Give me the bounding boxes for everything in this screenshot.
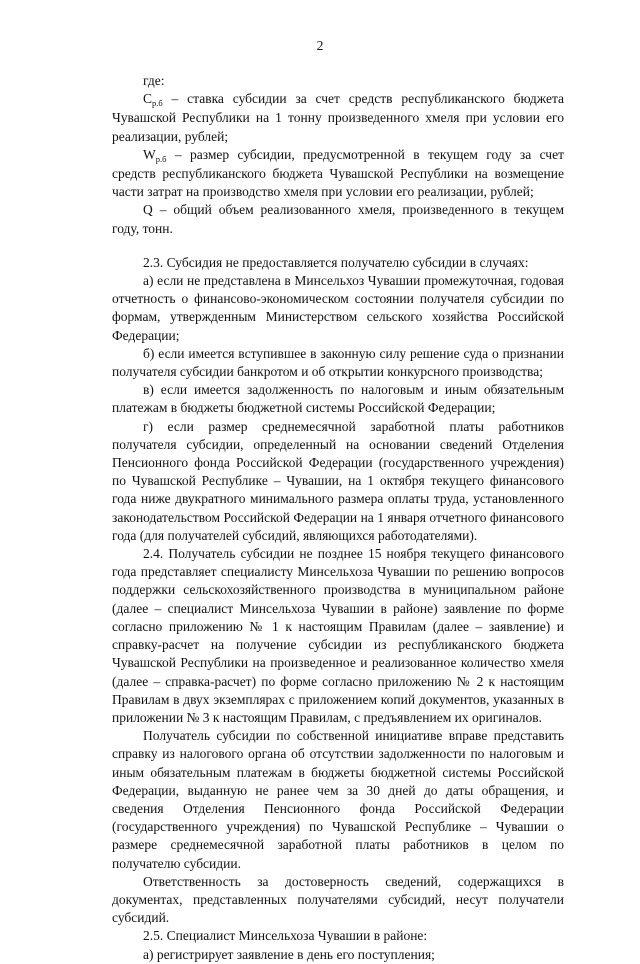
page-number: 2	[316, 38, 324, 53]
paragraph-def-w	[112, 146, 564, 202]
paragraph-2-3-v: в) если имеется задолженность по налоговым и иным обязательным платежам в бюджеты бюджетной системы Российской Федерации;	[112, 382, 564, 416]
symbol-c-subscript: р.б	[152, 98, 163, 109]
paragraph-2-3-a: а) если не представлена в Минсельхоз Чувашии промежуточная, годовая отчетность о финансово-экономическом состоянии получателя субсидии по формам, утвержденным Министерством сельского хозяйства Российской Федерации;	[112, 273, 564, 343]
symbol-w-subscript: р.б	[155, 153, 167, 164]
paragraph-2-3-g: г) если размер среднемесячной заработной платы работников получателя субсидии, определенный на основании сведений Отделения Пенсионного фонда Российской Федерации (государственного учреждения) по Чувашской Республике – Чувашии, на 1 октября текущего финансового года ниже двукратного минимального размера оплаты труда, установленного законодательством Российской Федерации на 1 января отчетного финансового года (для получателей субсидий, являющихся работодателями).	[112, 418, 564, 543]
def-c-text: – ставка субсидии за счет средств республиканского бюджета Чувашской Республики на 1 тонну произведенного хмеля при условии его реализации, рублей;	[112, 91, 564, 144]
symbol-w: W	[143, 146, 156, 162]
paragraph-2-3: 2.3. Субсидия не предоставляется получателю субсидии в случаях:	[143, 254, 529, 270]
paragraph-2-4-responsibility: Ответственность за достоверность сведений, содержащихся в документах, представленных получателями субсидий, несут получатели субсидий.	[112, 873, 564, 926]
paragraph-2-5-a: а) регистрирует заявление в день его поступления;	[143, 946, 435, 962]
document-body	[112, 72, 564, 964]
paragraph-def-c	[112, 90, 564, 146]
paragraph-2-3-b: б) если имеется вступившее в законную силу решение суда о признании получателя субсидии банкротом и об открытии конкурсного производства;	[112, 345, 564, 380]
paragraph-def-q: Q – общий объем реализованного хмеля, произведенного в текущем году, тонн.	[112, 202, 564, 236]
paragraph-where: где:	[143, 73, 165, 88]
paragraph-2-4: 2.4. Получатель субсидии не позднее 15 ноября текущего финансового года представляет специалисту Минсельхоза Чувашии по решению вопросов поддержки сельскохозяйственного производства в муниципальном районе (далее – специалист Минсельхоза Чувашии в районе) заявление по форме согласно приложению № 1 к настоящим Правилам (далее – заявление) и справку-расчет на получение субсидии из республиканского бюджета Чувашской Республики на произведенное и реализованное количество хмеля (далее – справка-расчет) по форме согласно приложению № 2 к настоящим Правилам в двух экземплярах с приложением копий документов, указанных в приложении № 3 к настоящим Правилам, с предъявлением их оригиналов.	[112, 546, 564, 725]
paragraph-2-5: 2.5. Специалист Минсельхоза Чувашии в районе:	[143, 928, 428, 944]
def-w-text: – размер субсидии, предусмотренной в текущем году за счет средств республиканского бюджета Чувашской Республики на возмещение части затрат на производство хмеля при условии его реализации, рублей;	[112, 146, 564, 200]
symbol-c: C	[143, 91, 153, 107]
paragraph-2-4-initiative: Получатель субсидии по собственной инициативе вправе представить справку из налогового органа об отсутствии задолженности по налоговым и иным обязательным платежам в бюджеты бюджетной системы Российской Федерации, выданную не ранее чем за 30 дней до даты обращения, и сведения Отделения Пенсионного фонда Российской Федерации (государственного учреждения) по Чувашской Республике – Чувашии о размере среднемесячной заработной платы работников в целом по получателю субсидии.	[112, 728, 564, 871]
